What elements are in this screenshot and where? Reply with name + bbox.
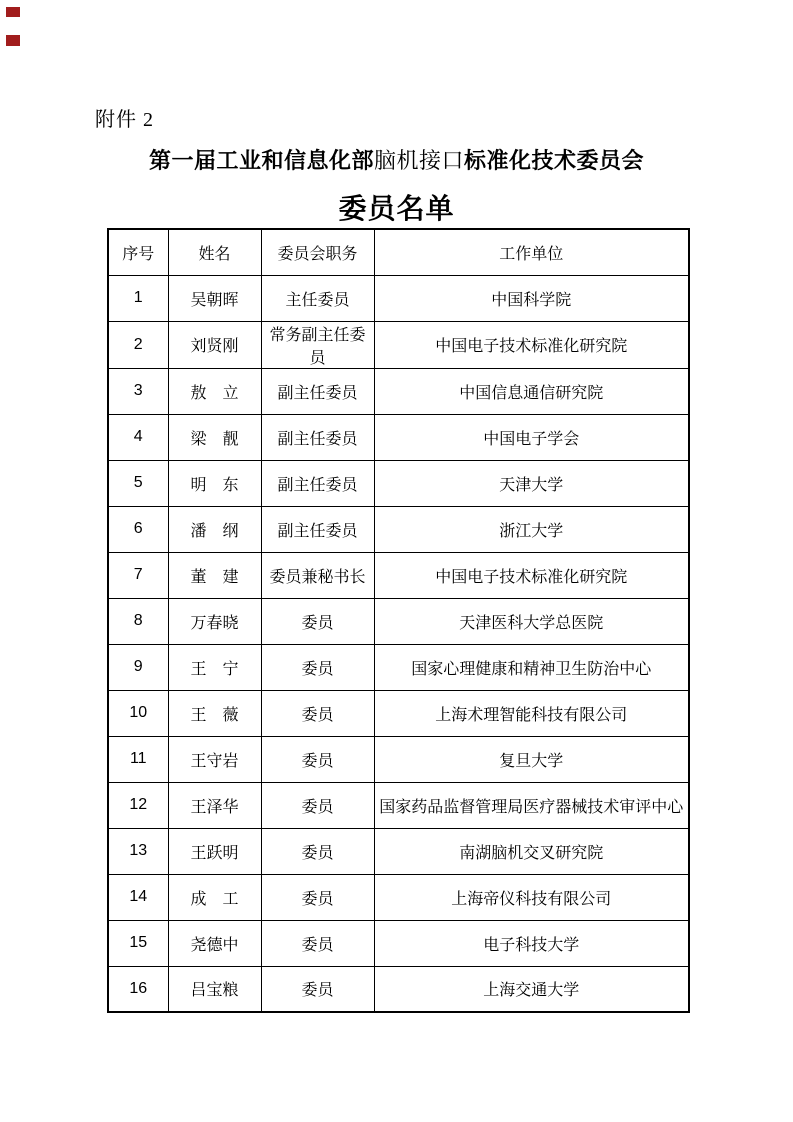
- cell-index: 10: [108, 690, 168, 736]
- cell-org: 中国电子技术标准化研究院: [374, 321, 689, 368]
- cell-role: 委员: [261, 598, 374, 644]
- cell-name: 董 建: [168, 552, 261, 598]
- cell-name: 尧德中: [168, 920, 261, 966]
- cell-org: 浙江大学: [374, 506, 689, 552]
- cell-name: 王 宁: [168, 644, 261, 690]
- cell-org: 南湖脑机交叉研究院: [374, 828, 689, 874]
- table-row: [108, 275, 689, 321]
- cell-index: 7: [108, 552, 168, 598]
- cell-name: 敖 立: [168, 368, 261, 414]
- cell-org: 复旦大学: [374, 736, 689, 782]
- cell-org: 中国电子技术标准化研究院: [374, 552, 689, 598]
- cell-index: 13: [108, 828, 168, 874]
- cell-org: 天津大学: [374, 460, 689, 506]
- cell-role: 副主任委员: [261, 368, 374, 414]
- cell-name: 吴朝晖: [168, 275, 261, 321]
- cell-role: 委员: [261, 690, 374, 736]
- table-row: [108, 736, 689, 782]
- cell-index: 2: [108, 321, 168, 368]
- corner-mark: [6, 35, 20, 46]
- table-row: [108, 552, 689, 598]
- cell-index: 12: [108, 782, 168, 828]
- cell-name: 潘 纲: [168, 506, 261, 552]
- table-row: [108, 368, 689, 414]
- cell-index: 15: [108, 920, 168, 966]
- cell-role: 委员: [261, 920, 374, 966]
- cell-name: 明 东: [168, 460, 261, 506]
- cell-index: 11: [108, 736, 168, 782]
- cell-name: 刘贤刚: [168, 321, 261, 368]
- table-row: [108, 460, 689, 506]
- title-segment-light: 脑机接口: [373, 148, 464, 173]
- table-row: [108, 644, 689, 690]
- table-row: [108, 414, 689, 460]
- cell-org: 电子科技大学: [374, 920, 689, 966]
- cell-org: 上海术理智能科技有限公司: [374, 690, 689, 736]
- cell-role: 主任委员: [261, 275, 374, 321]
- cell-name: 王 薇: [168, 690, 261, 736]
- cell-index: 4: [108, 414, 168, 460]
- header-cell-name: 姓名: [168, 229, 261, 275]
- cell-name: 梁 靓: [168, 414, 261, 460]
- table-header-row: [108, 229, 689, 275]
- cell-index: 5: [108, 460, 168, 506]
- table-row: [108, 920, 689, 966]
- cell-name: 王泽华: [168, 782, 261, 828]
- cell-role: 委员: [261, 828, 374, 874]
- table-row: [108, 690, 689, 736]
- cell-index: 6: [108, 506, 168, 552]
- cell-index: 16: [108, 966, 168, 1012]
- cell-role: 委员兼秘书长: [261, 552, 374, 598]
- table-row: [108, 874, 689, 920]
- cell-org: 国家药品监督管理局医疗器械技术审评中心: [374, 782, 689, 828]
- table-row: [108, 782, 689, 828]
- cell-org: 上海帝仪科技有限公司: [374, 874, 689, 920]
- cell-org: 中国信息通信研究院: [374, 368, 689, 414]
- cell-org: 天津医科大学总医院: [374, 598, 689, 644]
- cell-name: 王守岩: [168, 736, 261, 782]
- cell-index: 14: [108, 874, 168, 920]
- cell-name: 万春晓: [168, 598, 261, 644]
- cell-org: 上海交通大学: [374, 966, 689, 1012]
- cell-index: 3: [108, 368, 168, 414]
- table-row: [108, 828, 689, 874]
- cell-role: 委员: [261, 644, 374, 690]
- cell-role: 副主任委员: [261, 460, 374, 506]
- cell-name: 成 工: [168, 874, 261, 920]
- cell-org: 中国科学院: [374, 275, 689, 321]
- table-row: [108, 598, 689, 644]
- table-row: [108, 321, 689, 368]
- corner-mark: [6, 7, 20, 17]
- cell-role: 委员: [261, 782, 374, 828]
- cell-org: 国家心理健康和精神卫生防治中心: [374, 644, 689, 690]
- document-title: [0, 148, 793, 174]
- header-cell-org: 工作单位: [374, 229, 689, 275]
- cell-role: 委员: [261, 736, 374, 782]
- header-cell-role: 委员会职务: [261, 229, 374, 275]
- attachment-label: 附件 2: [95, 109, 154, 131]
- members-table: [107, 228, 690, 1013]
- cell-index: 8: [108, 598, 168, 644]
- header-cell-index: 序号: [108, 229, 168, 275]
- cell-index: 9: [108, 644, 168, 690]
- title-segment-bold-2: 标准化技术委员会: [464, 148, 645, 173]
- cell-index: 1: [108, 275, 168, 321]
- cell-role: 委员: [261, 874, 374, 920]
- cell-role: 委员: [261, 966, 374, 1012]
- cell-role: 副主任委员: [261, 414, 374, 460]
- table-row: [108, 506, 689, 552]
- document-subtitle: 委员名单: [338, 194, 455, 225]
- cell-name: 吕宝粮: [168, 966, 261, 1012]
- table-row: [108, 966, 689, 1012]
- cell-name: 王跃明: [168, 828, 261, 874]
- cell-org: 中国电子学会: [374, 414, 689, 460]
- title-segment-bold-1: 第一届工业和信息化部: [148, 148, 374, 173]
- cell-role: 副主任委员: [261, 506, 374, 552]
- cell-role: 常务副主任委员: [261, 321, 374, 368]
